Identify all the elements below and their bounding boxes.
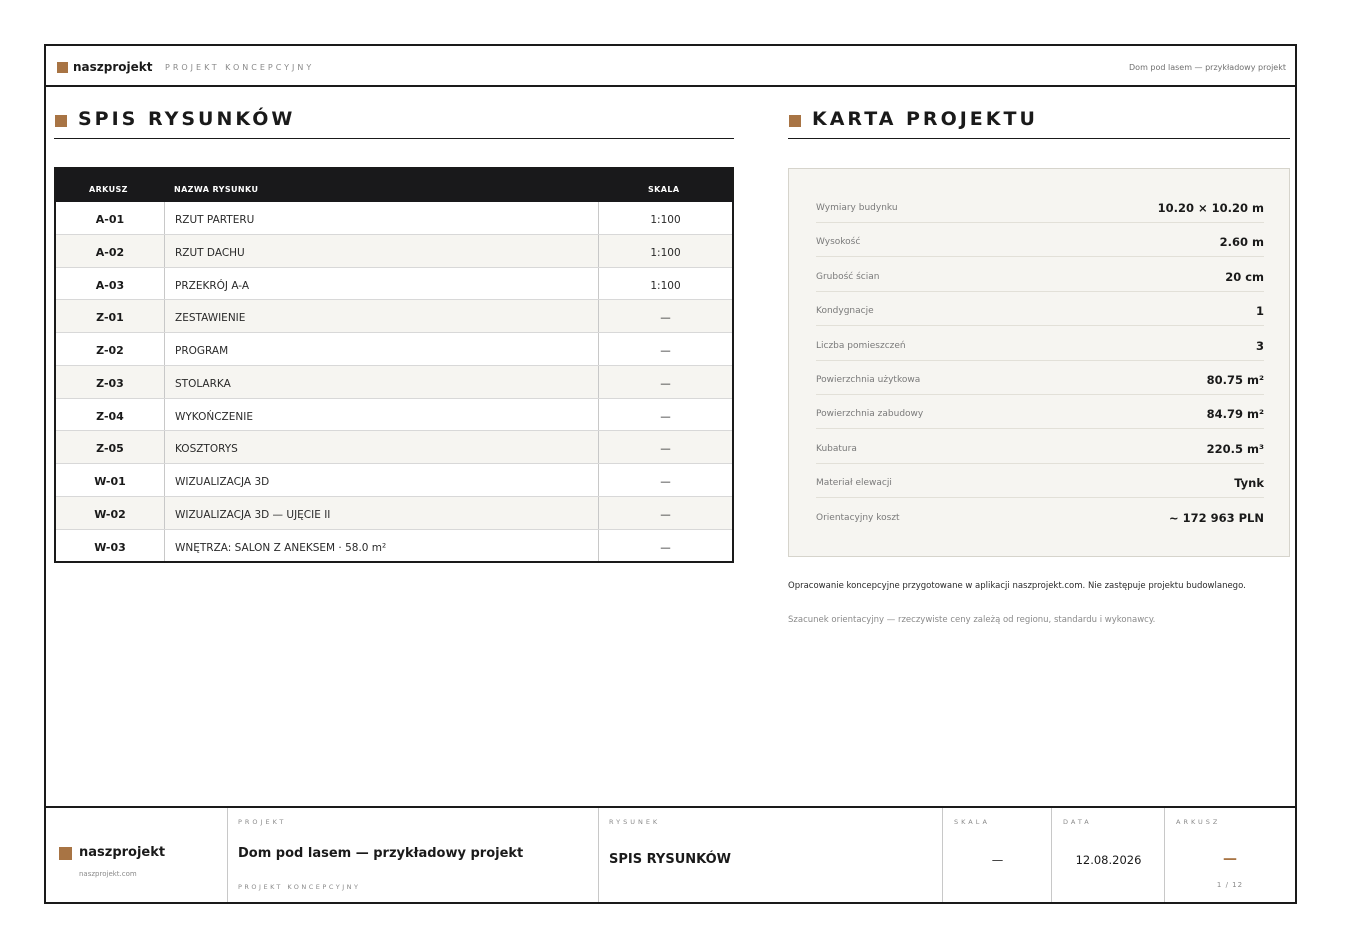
section-marker-icon bbox=[789, 115, 801, 127]
title-block-sheet-cell bbox=[1164, 808, 1295, 902]
drawing-scale: — bbox=[598, 431, 732, 463]
drawing-name: RZUT DACHU bbox=[164, 235, 598, 267]
drawing-name: RZUT PARTERU bbox=[164, 202, 598, 234]
scale-label: SKALA bbox=[954, 818, 990, 826]
table-row bbox=[56, 496, 732, 529]
project-property-row bbox=[816, 291, 1264, 326]
property-value: 10.20 × 10.20 m bbox=[1157, 201, 1264, 215]
drawing-name: STOLARKA bbox=[164, 366, 598, 398]
title-block-date-cell bbox=[1051, 808, 1165, 902]
property-label: Kubatura bbox=[816, 443, 857, 454]
page-count: 1 / 12 bbox=[1216, 881, 1244, 889]
table-row bbox=[56, 430, 732, 463]
drawing-scale: 1:100 bbox=[598, 235, 732, 267]
top-project-name: Dom pod lasem — przykładowy projekt bbox=[1129, 63, 1286, 72]
drawing-sheet bbox=[44, 44, 1297, 904]
sheet-number: A-03 bbox=[95, 278, 125, 292]
table-header bbox=[56, 169, 732, 202]
sheet-number: Z-05 bbox=[96, 442, 124, 456]
drawing-name: WNĘTRZA: SALON Z ANEKSEM · 58.0 m² bbox=[164, 530, 598, 562]
drawing-name: WIZUALIZACJA 3D bbox=[164, 464, 598, 496]
top-brand-name: naszprojekt bbox=[73, 60, 153, 74]
top-bar bbox=[46, 46, 1295, 87]
drawing-scale: — bbox=[598, 497, 732, 529]
property-value: 3 bbox=[1255, 338, 1264, 353]
property-label: Kondygnacje bbox=[816, 306, 874, 317]
drawing-value: SPIS RYSUNKÓW bbox=[609, 852, 732, 867]
property-label: Orientacyjny koszt bbox=[816, 512, 900, 523]
title-block-drawing-cell bbox=[598, 808, 943, 902]
section-divider bbox=[788, 138, 1290, 139]
column-header-name: NAZWA RYSUNKU bbox=[174, 185, 259, 194]
project-property-row bbox=[816, 463, 1264, 498]
project-property-row bbox=[816, 326, 1264, 361]
project-property-row bbox=[816, 188, 1264, 223]
table-row bbox=[56, 529, 732, 562]
project-value: Dom pod lasem — przykładowy projekt bbox=[238, 846, 524, 861]
drawing-name: ZESTAWIENIE bbox=[164, 300, 598, 332]
project-property-row bbox=[816, 394, 1264, 429]
property-value: 1 bbox=[1255, 304, 1264, 319]
column-header-sheet: ARKUSZ bbox=[89, 185, 128, 194]
title-block-brand: naszprojekt bbox=[79, 845, 166, 860]
sheet-number: Z-02 bbox=[96, 344, 124, 357]
property-value: 84.79 m² bbox=[1206, 407, 1264, 422]
disclaimer-note: Opracowanie koncepcyjne przygotowane w aplikacji naszprojekt.com. Nie zastępuje projektu budowlanego. bbox=[788, 581, 1246, 591]
property-label: Liczba pomieszczeń bbox=[816, 340, 906, 351]
column-header-scale: SKALA bbox=[648, 185, 680, 194]
sheet-number: A-01 bbox=[95, 213, 125, 226]
project-property-row bbox=[816, 498, 1264, 532]
property-label: Wymiary budynku bbox=[816, 203, 898, 213]
drawing-scale: — bbox=[598, 464, 732, 496]
drawings-section-title: SPIS RYSUNKÓW bbox=[78, 108, 296, 130]
drawing-scale: 1:100 bbox=[598, 268, 732, 300]
sheet-label: ARKUSZ bbox=[1176, 818, 1221, 826]
section-marker-icon bbox=[55, 115, 67, 127]
project-property-row bbox=[816, 429, 1264, 464]
table-row bbox=[56, 398, 732, 431]
sheet-number: Z-01 bbox=[96, 311, 124, 325]
project-property-row bbox=[816, 222, 1264, 257]
project-property-row bbox=[816, 360, 1264, 395]
property-label: Powierzchnia użytkowa bbox=[816, 375, 921, 385]
sheet-number: Z-04 bbox=[96, 409, 124, 423]
brand-logo-icon bbox=[57, 62, 68, 73]
cost-estimate-note: Szacunek orientacyjny — rzeczywiste ceny zależą od regionu, standardu i wykonawcy. bbox=[788, 615, 1156, 625]
brand-url: naszprojekt.com bbox=[79, 870, 137, 878]
drawing-scale: — bbox=[598, 333, 732, 365]
brand-logo-icon bbox=[59, 847, 72, 860]
drawing-label: RYSUNEK bbox=[609, 818, 661, 826]
drawing-scale: — bbox=[598, 530, 732, 562]
project-card bbox=[788, 168, 1290, 557]
sheet-number: A-02 bbox=[95, 245, 125, 259]
sheet-number: W-02 bbox=[94, 507, 126, 521]
table-row bbox=[56, 267, 732, 300]
date-value: 12.08.2026 bbox=[1075, 853, 1142, 867]
title-block-scale-cell bbox=[942, 808, 1052, 902]
table-row bbox=[56, 365, 732, 398]
property-value: 80.75 m² bbox=[1206, 373, 1264, 387]
title-block-project-cell bbox=[227, 808, 599, 902]
scale-value: — bbox=[991, 853, 1004, 867]
project-card-title: KARTA PROJEKTU bbox=[812, 108, 1038, 130]
property-label: Powierzchnia zabudowy bbox=[816, 409, 924, 420]
drawing-scale: — bbox=[598, 366, 732, 398]
property-label: Grubość ścian bbox=[816, 271, 880, 282]
project-subtitle: PROJEKT KONCEPCYJNY bbox=[238, 883, 361, 891]
property-label: Materiał elewacji bbox=[816, 478, 892, 489]
sheet-number: W-03 bbox=[94, 540, 126, 554]
project-label: PROJEKT bbox=[238, 818, 287, 826]
table-row bbox=[56, 299, 732, 332]
property-value: 20 cm bbox=[1225, 269, 1264, 284]
drawing-name: WIZUALIZACJA 3D — UJĘCIE II bbox=[164, 497, 598, 529]
property-value: ~ 172 963 PLN bbox=[1168, 510, 1264, 525]
table-row bbox=[56, 332, 732, 365]
section-divider bbox=[54, 138, 734, 139]
drawings-table bbox=[54, 167, 734, 563]
drawing-scale: — bbox=[598, 300, 732, 332]
top-subtitle: PROJEKT KONCEPCYJNY bbox=[165, 63, 315, 72]
property-value: Tynk bbox=[1234, 476, 1264, 491]
table-row bbox=[56, 202, 732, 234]
property-label: Wysokość bbox=[816, 237, 861, 248]
drawing-name: WYKOŃCZENIE bbox=[164, 399, 598, 431]
project-property-row bbox=[816, 257, 1264, 292]
drawing-name: PROGRAM bbox=[164, 333, 598, 365]
title-block bbox=[46, 806, 1295, 902]
table-row bbox=[56, 234, 732, 267]
date-label: DATA bbox=[1063, 818, 1092, 826]
drawing-scale: 1:100 bbox=[598, 202, 732, 234]
sheet-number: Z-03 bbox=[96, 376, 124, 390]
drawing-name: PRZEKRÓJ A-A bbox=[164, 268, 598, 300]
drawing-scale: — bbox=[598, 399, 732, 431]
sheet-number: W-01 bbox=[94, 475, 126, 488]
property-value: 2.60 m bbox=[1219, 235, 1264, 250]
table-row bbox=[56, 463, 732, 496]
title-block-brand-cell bbox=[46, 808, 227, 902]
property-value: 220.5 m³ bbox=[1206, 441, 1264, 456]
sheet-value: — bbox=[1223, 851, 1237, 867]
drawing-name: KOSZTORYS bbox=[164, 431, 598, 463]
